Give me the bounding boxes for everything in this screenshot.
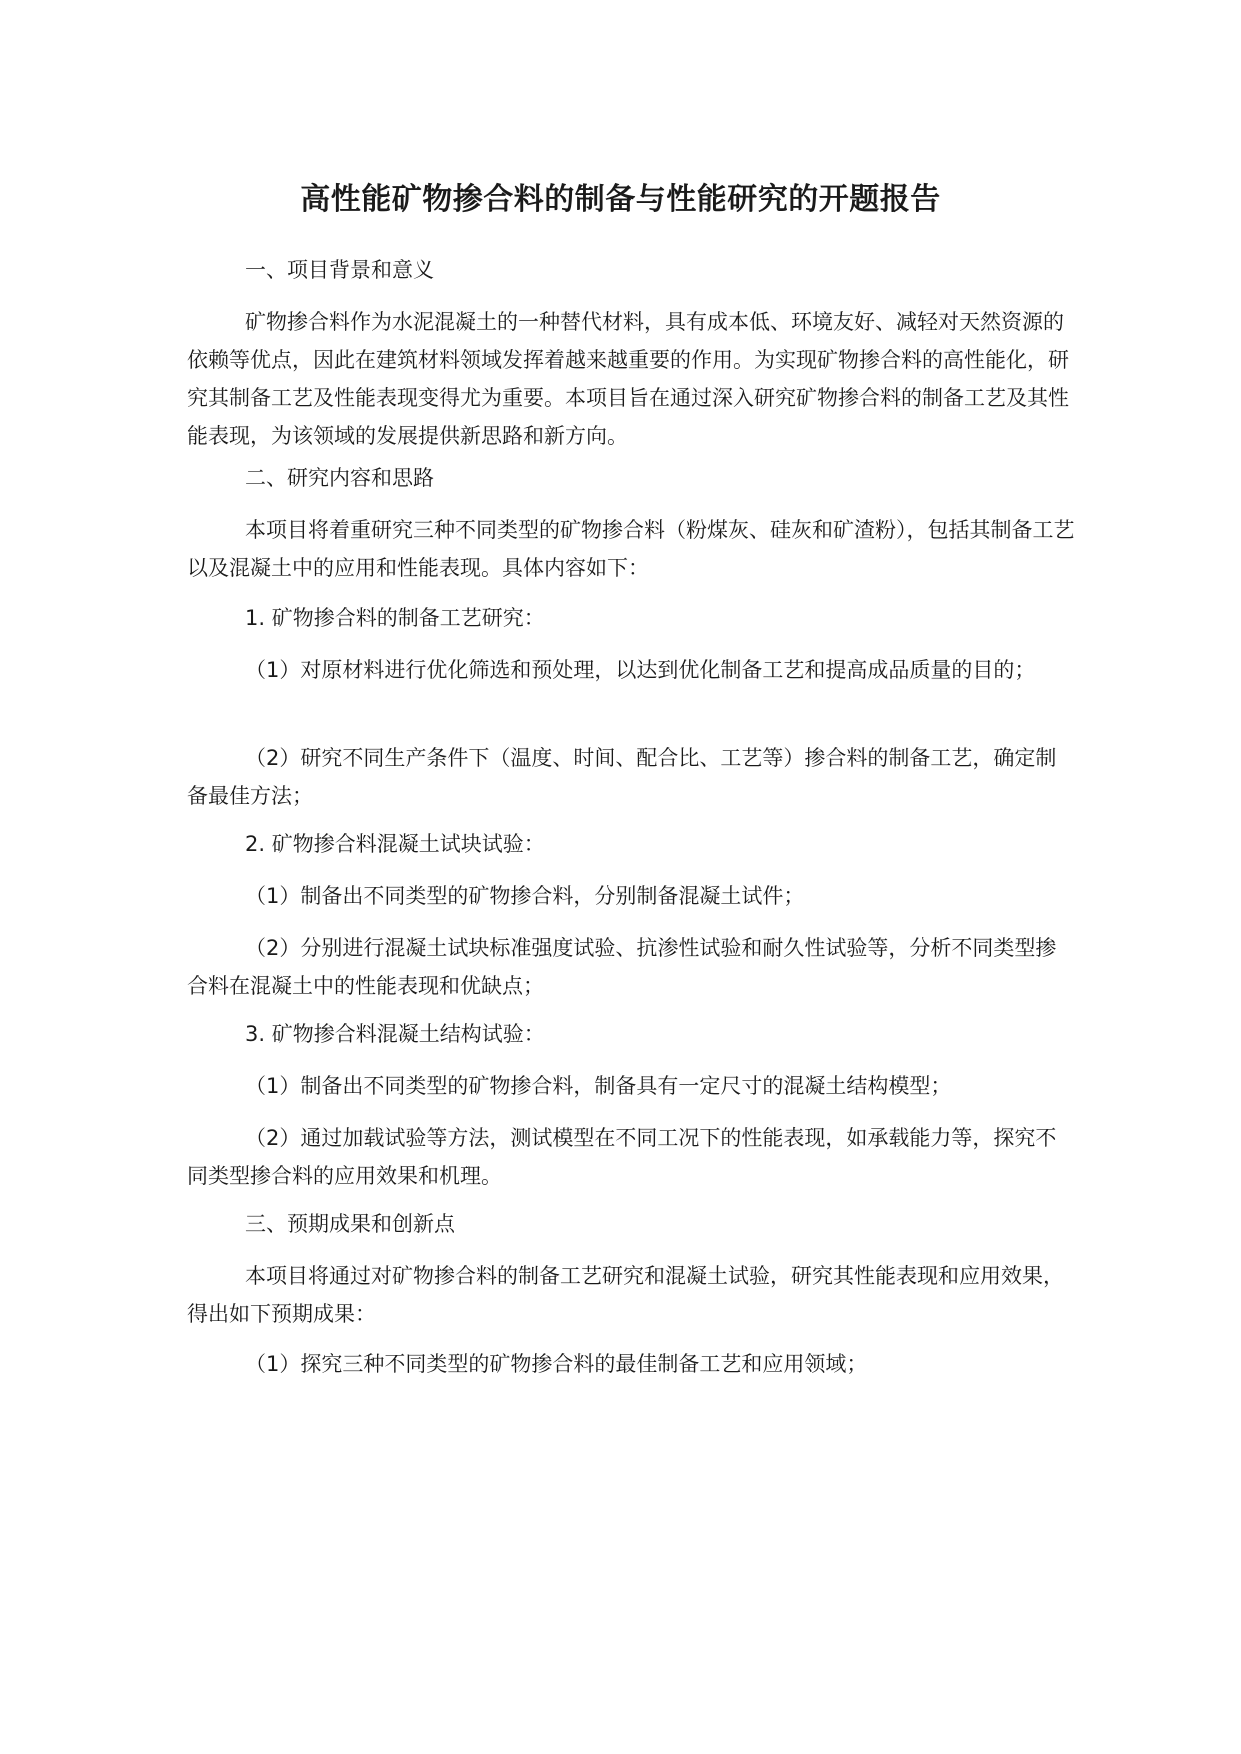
paragraph-research-intro: 本项目将着重研究三种不同类型的矿物掺合料（粉煤灰、硅灰和矿渣粉），包括其制备工艺以及混凝土中的应用和性能表现。具体内容如下： xyxy=(187,518,1075,580)
list-item-outcome-1: （1）探究三种不同类型的矿物掺合料的最佳制备工艺和应用领域； xyxy=(245,1352,868,1376)
list-item-1-2: （2）研究不同生产条件下（温度、时间、配合比、工艺等）掺合料的制备工艺，确定制备最佳方法； xyxy=(187,746,1057,808)
paragraph-background: 矿物掺合料作为水泥混凝土的一种替代材料，具有成本低、环境友好、减轻对天然资源的依赖等优点，因此在建筑材料领域发挥着越来越重要的作用。为实现矿物掺合料的高性能化，研究其制备工艺及性能表现变得尤为重要。本项目旨在通过深入研究矿物掺合料的制备工艺及其性能表现，为该领域的发展提供新思路和新方向。 xyxy=(187,310,1069,448)
list-item-3-2: （2）通过加载试验等方法，测试模型在不同工况下的性能表现，如承载能力等，探究不同类型掺合料的应用效果和机理。 xyxy=(187,1126,1057,1188)
document-title: 高性能矿物掺合料的制备与性能研究的开题报告 xyxy=(300,182,941,217)
list-item-2-1: （1）制备出不同类型的矿物掺合料，分别制备混凝土试件； xyxy=(245,884,805,908)
list-item-1-1: （1）对原材料进行优化筛选和预处理，以达到优化制备工艺和提高成品质量的目的； xyxy=(245,658,1036,682)
paragraph-outcomes-intro: 本项目将通过对矿物掺合料的制备工艺研究和混凝土试验，研究其性能表现和应用效果，得出如下预期成果： xyxy=(187,1264,1064,1326)
list-item-3-1: （1）制备出不同类型的矿物掺合料，制备具有一定尺寸的混凝土结构模型； xyxy=(245,1074,952,1098)
list-item-2-2: （2）分别进行混凝土试块标准强度试验、抗渗性试验和耐久性试验等，分析不同类型掺合料在混凝土中的性能表现和优缺点； xyxy=(187,936,1057,998)
section-heading-outcomes: 三、预期成果和创新点 xyxy=(245,1212,455,1236)
subsection-heading-1: 1. 矿物掺合料的制备工艺研究： xyxy=(245,606,545,630)
section-heading-research: 二、研究内容和思路 xyxy=(245,466,434,490)
section-heading-background: 一、项目背景和意义 xyxy=(245,258,434,282)
subsection-heading-3: 3. 矿物掺合料混凝土结构试验： xyxy=(245,1022,545,1046)
subsection-heading-2: 2. 矿物掺合料混凝土试块试验： xyxy=(245,832,545,856)
